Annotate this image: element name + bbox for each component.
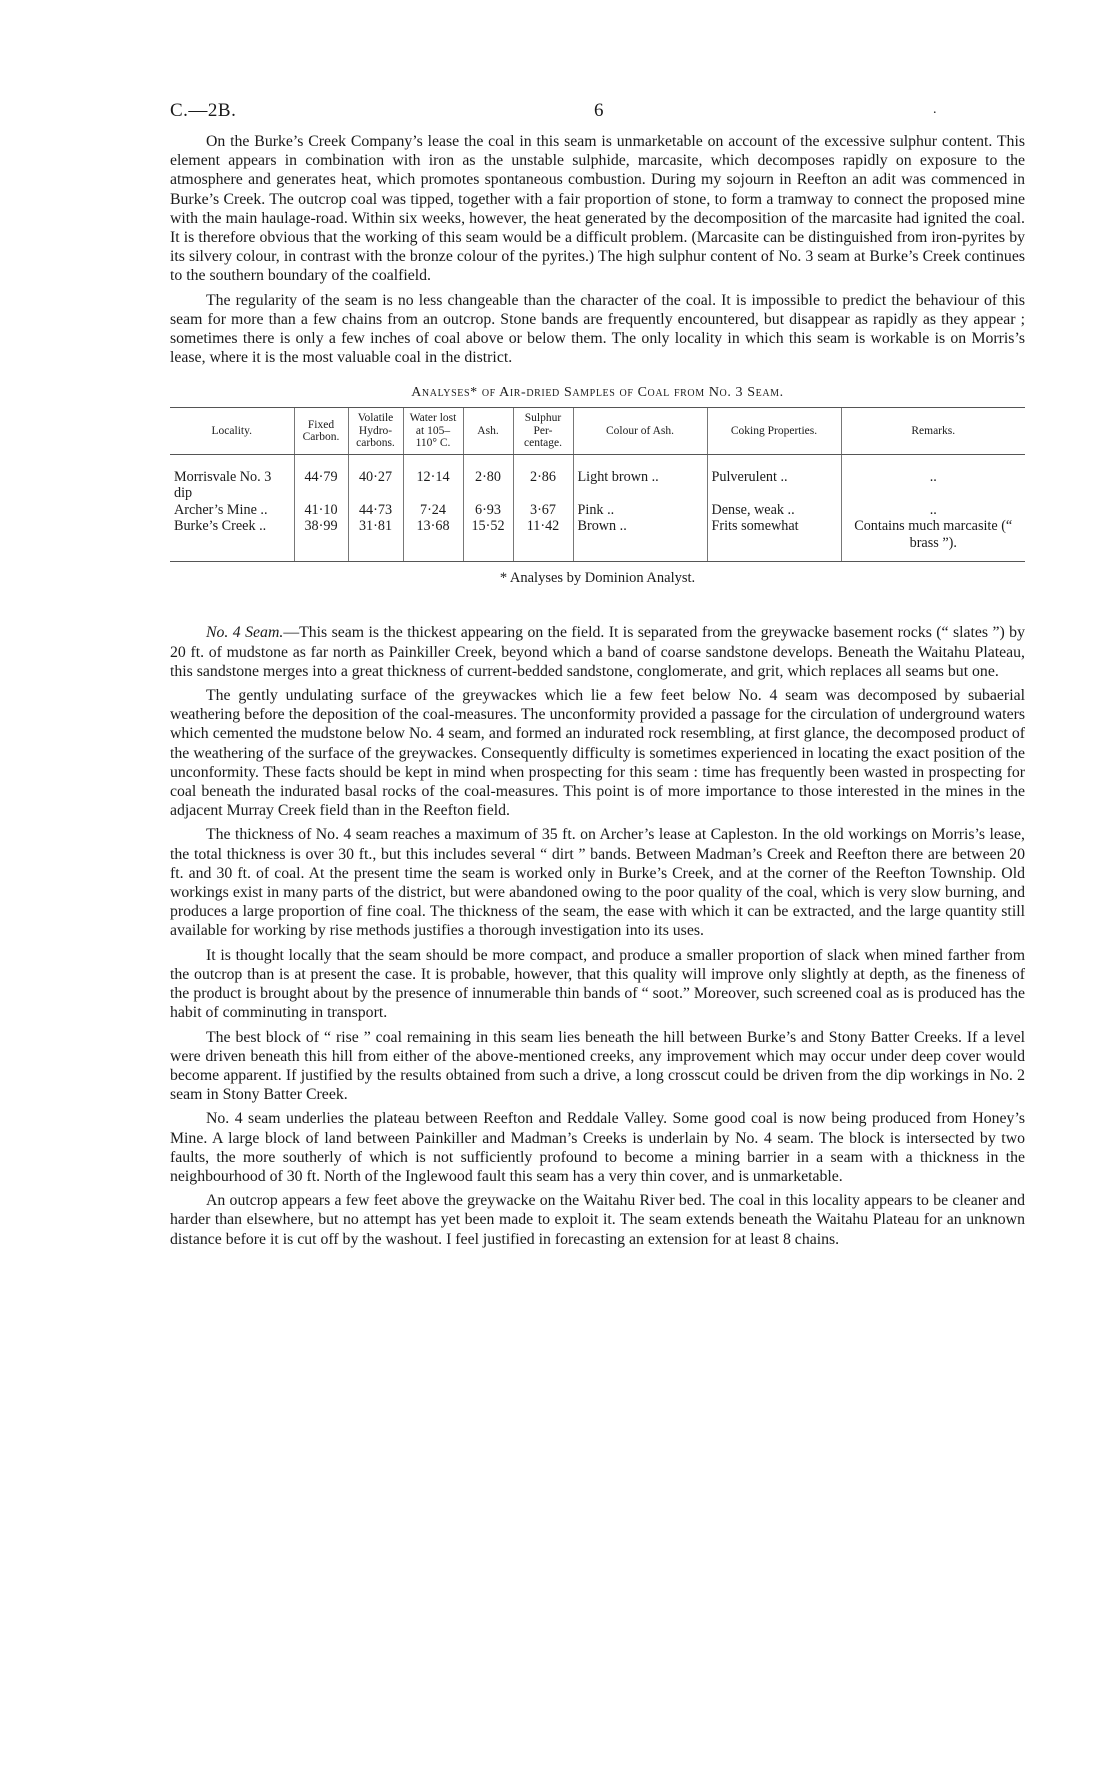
cell-remarks: Contains much marcasite (“ brass ”). (841, 518, 1025, 562)
cell-volatile: 44·73 (348, 502, 403, 519)
section-paragraph (170, 623, 1025, 681)
header-dot: . (933, 102, 937, 117)
cell-fixed-carbon: 41·10 (294, 502, 348, 519)
document-page (170, 100, 1025, 1254)
cell-volatile: 40·27 (348, 454, 403, 502)
analyses-table (170, 407, 1025, 562)
paragraph: An outcrop appears a few feet above the greywacke on the Waitahu River bed. The coal in this locality appears to be cleaner and harder than elsewhere, but no attempt has yet been made to exploit it. The seam extends beneath the Waitahu Plateau for an unknown distance before it is cut off by the washout. I feel justified in forecasting an extension for at least 8 chains. (170, 1192, 1025, 1248)
paragraph: No. 4 seam underlies the plateau between Reefton and Reddale Valley. Some good coal is now being produced from Honey’s Mine. A large block of land between Painkiller and Madman’s Creeks is underlain by No. 4 seam. The block is intersected by two faults, the more southerly of which is not sufficiently profound to become a mining barrier in a seam with a thickness in the neighbourhood of 30 ft. North of the Inglewood fault this seam has a very thin cover, and is unmarketable. (170, 1110, 1025, 1185)
header-volatile-hydrocarbons: Volatile Hydro-carbons. (348, 408, 403, 455)
paragraph: The gently undulating surface of the greywackes which lie a few feet below No. 4 seam was decomposed by subaerial weathering before the deposition of the coal-measures. The unconformity provided a passage for the circulation of underground waters which cemented the mudstone below No. 4 seam, and formed an indurated rock resembling, at first glance, the decomposed product of the weathering of the surface of the greywackes. Consequently difficulty is sometimes experienced in locating the exact position of the unconformity. These facts should be kept in mind when prospecting for this seam : time has frequently been wasted in prospecting for coal beneath the indurated basal rocks of the coal-measures. This point is of more importance to those interested in the mines in the adjacent Murray Creek field than in the Reefton field. (170, 687, 1025, 820)
cell-water: 7·24 (403, 502, 463, 519)
cell-fixed-carbon: 44·79 (294, 454, 348, 502)
cell-water: 13·68 (403, 518, 463, 562)
paragraph: It is thought locally that the seam should be more compact, and produce a smaller proportion of slack when mined farther from the outcrop than is at present the case. It is probable, however, that this quality will improve only slightly at depth, as the fineness of the product is brought about by the presence of innumerable thin bands of “ soot.” Moreover, such screened coal as is produced has the habit of comminuting in transport. (170, 946, 1025, 1022)
cell-sulphur: 2·86 (513, 454, 573, 502)
header-locality: Locality. (170, 408, 294, 455)
cell-colour: Brown .. (573, 518, 707, 562)
cell-colour: Pink .. (573, 502, 707, 519)
cell-sulphur: 3·67 (513, 502, 573, 519)
paragraph: The best block of “ rise ” coal remaining in this seam lies beneath the hill between Burke’s and Stony Batter Creeks. If a level were driven beneath this hill from either of the above-mentioned creeks, any improvement which may occur under deep cover would become apparent. If justified by the results obtained from such a drive, a long crosscut could be driven from the dip workings in No. 2 seam in Stony Batter Creek. (170, 1028, 1025, 1104)
header-colour-of-ash: Colour of Ash. (573, 408, 707, 455)
cell-water: 12·14 (403, 454, 463, 502)
document-reference: C.—2B. (170, 100, 237, 121)
header-sulphur: Sulphur Per-centage. (513, 408, 573, 455)
cell-locality: Burke’s Creek .. (170, 518, 294, 562)
cell-remarks: .. (841, 502, 1025, 519)
paragraph: On the Burke’s Creek Company’s lease the coal in this seam is unmarketable on account of the excessive sulphur content. This element appears in combination with iron as the unstable sulphide, marcasite, which decomposes rapidly on exposure to the atmosphere and generates heat, which promotes spontaneous combustion. During my sojourn in Reefton an adit was commenced in Burke’s Creek. The outcrop coal was tipped, together with a fair proportion of stone, to form a tramway to connect the proposed mine with the main haulage-road. Within six weeks, however, the heat generated by the decomposition of the marcasite had ignited the coal. It is therefore obvious that the working of this seam would be a difficult problem. (Marcasite can be distinguished from iron-pyrites by its silvery colour, in contrast with the bronze colour of the pyrites.) The high sulphur content of No. 3 seam at Burke’s Creek continues to the southern boundary of the coalfield. (170, 133, 1025, 285)
table-footnote: * Analyses by Dominion Analyst. (499, 570, 696, 587)
cell-coking: Frits somewhat (707, 518, 841, 562)
cell-locality: Archer’s Mine .. (174, 501, 268, 518)
section-text: —This seam is the thickest appearing on the field. It is separated from the greywacke basement rocks (“ slates ”) by 20 ft. of mudstone as far north as Painkiller Creek, beyond which a band of coarse sandstone develops. Beneath the Waitahu Plateau, this sandstone merges into a great thickness of current-bedded sandstone, conglomerate, and grit, which replaces all seams but one. (170, 624, 1025, 680)
paragraph: The thickness of No. 4 seam reaches a maximum of 35 ft. on Archer’s lease at Capleston. In the old workings on Morris’s lease, the total thickness is over 30 ft., but this includes several “ dirt ” bands. Between Madman’s Creek and Reefton there are between 20 ft. and 30 ft. of coal. At the present time the seam is worked only in Burke’s Creek, and at the corner of the Reefton Township. Old workings exist in many parts of the district, but were abandoned owing to the poor quality of the coal, which is very slow burning, and produces a large proportion of fine coal. The thickness of the seam, the ease with which it can be extracted, and the large quantity still available for working by rise methods justifies a thorough investigation into its uses. (170, 826, 1025, 940)
header-ash: Ash. (463, 408, 513, 455)
cell-coking: Dense, weak .. (707, 502, 841, 519)
cell-ash: 6·93 (463, 502, 513, 519)
page-number: 6 (594, 100, 604, 121)
cell-ash: 2·80 (463, 454, 513, 502)
header-coking-properties: Coking Properties. (707, 408, 841, 455)
header-water-lost: Water lost at 105–110° C. (403, 408, 463, 455)
table-row (170, 502, 1025, 519)
cell-sulphur: 11·42 (513, 518, 573, 562)
table-row (170, 518, 1025, 562)
cell-coking: Pulverulent .. (707, 454, 841, 502)
header-remarks: Remarks. (841, 408, 1025, 455)
cell-fixed-carbon: 38·99 (294, 518, 348, 562)
page-header (170, 100, 1025, 132)
cell-volatile: 31·81 (348, 518, 403, 562)
paragraph: The regularity of the seam is no less changeable than the character of the coal. It is impossible to predict the behaviour of this seam for more than a few chains from an outcrop. Stone bands are frequently encountered, but disappear as rapidly as they appear ; sometimes there is only a few inches of coal above or below them. The only locality in which this seam is workable is on Morris’s lease, where it is the most valuable coal in the district. (170, 291, 1025, 367)
table-title: Analyses* of Air-dried Samples of Coal from No. 3 Seam. (411, 385, 784, 401)
cell-ash: 15·52 (463, 518, 513, 562)
section-heading: No. 4 Seam. (206, 624, 284, 642)
header-fixed-carbon: Fixed Carbon. (294, 408, 348, 455)
table-row (170, 454, 1025, 502)
cell-remarks: .. (841, 454, 1025, 502)
cell-locality: Morrisvale No. 3 dip (174, 468, 272, 502)
cell-colour: Light brown .. (573, 454, 707, 502)
table-header-row (170, 408, 1025, 455)
